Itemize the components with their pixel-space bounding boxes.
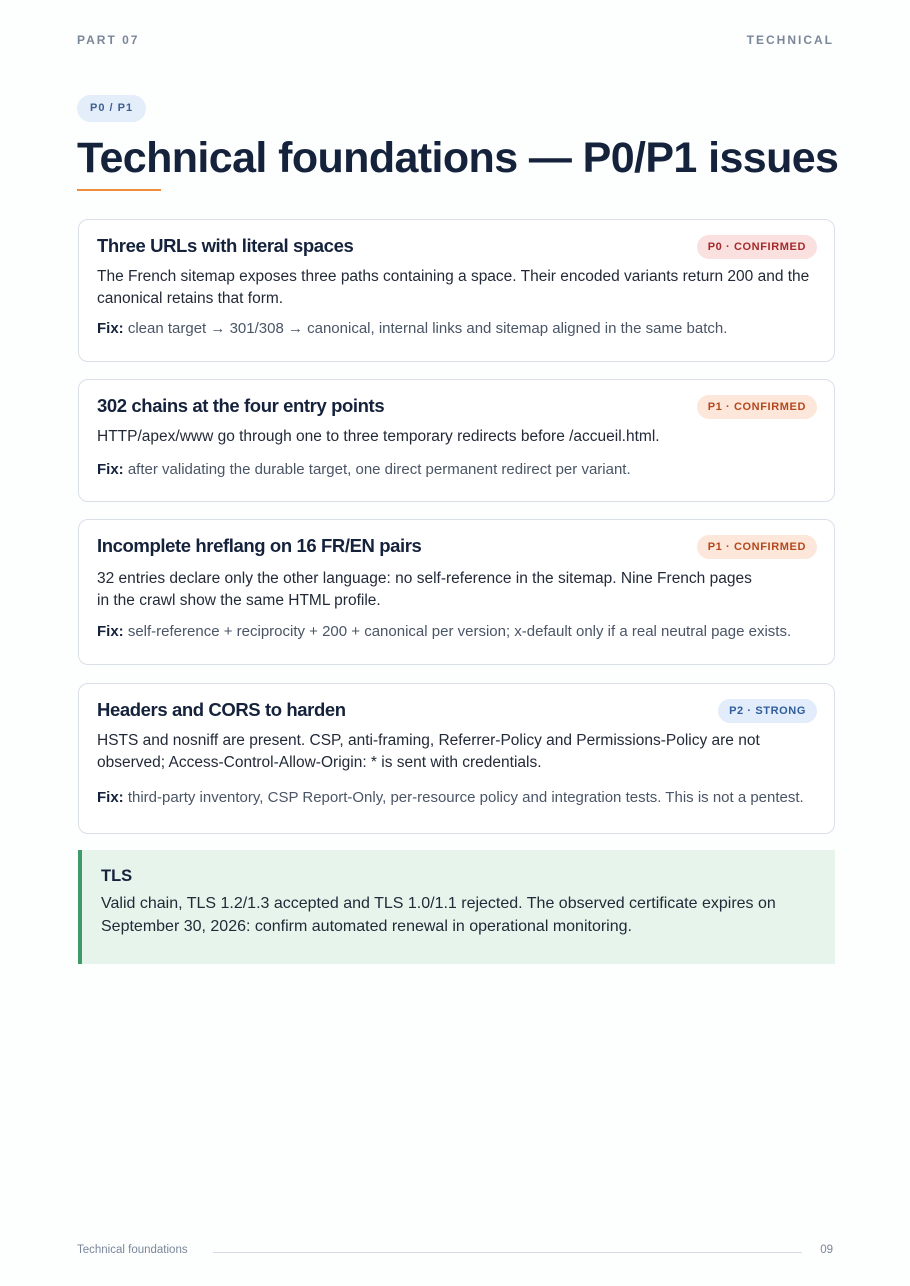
fix-label: Fix: bbox=[97, 623, 124, 640]
issue-description: HSTS and nosniff are present. CSP, anti-framing, Referrer-Policy and Permissions-Policy are not observed; Access-Control-Allow-Origin: * is sent with credentials. bbox=[97, 732, 760, 771]
page-title: Technical foundations — P0/P1 issues bbox=[77, 134, 839, 182]
issue-description: HTTP/apex/www go through one to three temporary redirects before /accueil.html. bbox=[97, 428, 660, 445]
level-pill: P0 / P1 bbox=[77, 95, 146, 122]
issue-card bbox=[78, 219, 835, 362]
issue-fix bbox=[97, 787, 816, 809]
tls-callout bbox=[78, 850, 835, 964]
issue-title: Headers and CORS to harden bbox=[97, 699, 346, 720]
status-badge: P2 · STRONG bbox=[718, 699, 817, 723]
status-badge: P1 · CONFIRMED bbox=[697, 395, 817, 419]
fix-text: third-party inventory, CSP Report-Only, per-resource policy and integration tests. This is not a pentest. bbox=[127, 789, 804, 806]
issue-fix bbox=[97, 318, 816, 340]
fix-label: Fix: bbox=[97, 789, 124, 806]
fix-text: after validating the durable target, one direct permanent redirect per variant. bbox=[127, 461, 631, 478]
callout-title: TLS bbox=[101, 867, 133, 885]
title-underline bbox=[77, 189, 161, 191]
fix-text: clean target → 301/308 → canonical, internal links and sitemap aligned in the same batch. bbox=[127, 320, 728, 337]
fix-text: self-reference + reciprocity + 200 + canonical per version; x-default only if a real neutral page exists. bbox=[127, 623, 792, 640]
fix-label: Fix: bbox=[97, 320, 124, 337]
issue-title: Incomplete hreflang on 16 FR/EN pairs bbox=[97, 535, 422, 556]
issue-title: 302 chains at the four entry points bbox=[97, 395, 385, 416]
callout-body: Valid chain, TLS 1.2/1.3 accepted and TLS 1.0/1.1 rejected. The observed certificate expires on September 30, 2026: confirm automated renewal in operational monitoring. bbox=[101, 895, 776, 935]
issue-description: 32 entries declare only the other language: no self-reference in the sitemap. Nine French pages in the crawl show the same HTML profile. bbox=[97, 570, 752, 609]
issue-card bbox=[78, 683, 835, 834]
section-label: TECHNICAL bbox=[746, 33, 834, 47]
issue-card bbox=[78, 519, 835, 665]
page-number: 09 bbox=[820, 1244, 833, 1256]
fix-label: Fix: bbox=[97, 461, 124, 478]
footer-divider bbox=[213, 1252, 802, 1253]
status-badge: P1 · CONFIRMED bbox=[697, 535, 817, 559]
issue-title: Three URLs with literal spaces bbox=[97, 235, 354, 256]
part-label: PART 07 bbox=[77, 33, 140, 47]
footer-section-label: Technical foundations bbox=[77, 1244, 188, 1256]
issue-fix bbox=[97, 621, 816, 643]
status-badge: P0 · CONFIRMED bbox=[697, 235, 817, 259]
issue-card bbox=[78, 379, 835, 502]
issue-description: The French sitemap exposes three paths containing a space. Their encoded variants return 200 and the canonical retains that form. bbox=[97, 268, 810, 307]
issue-fix bbox=[97, 459, 816, 481]
